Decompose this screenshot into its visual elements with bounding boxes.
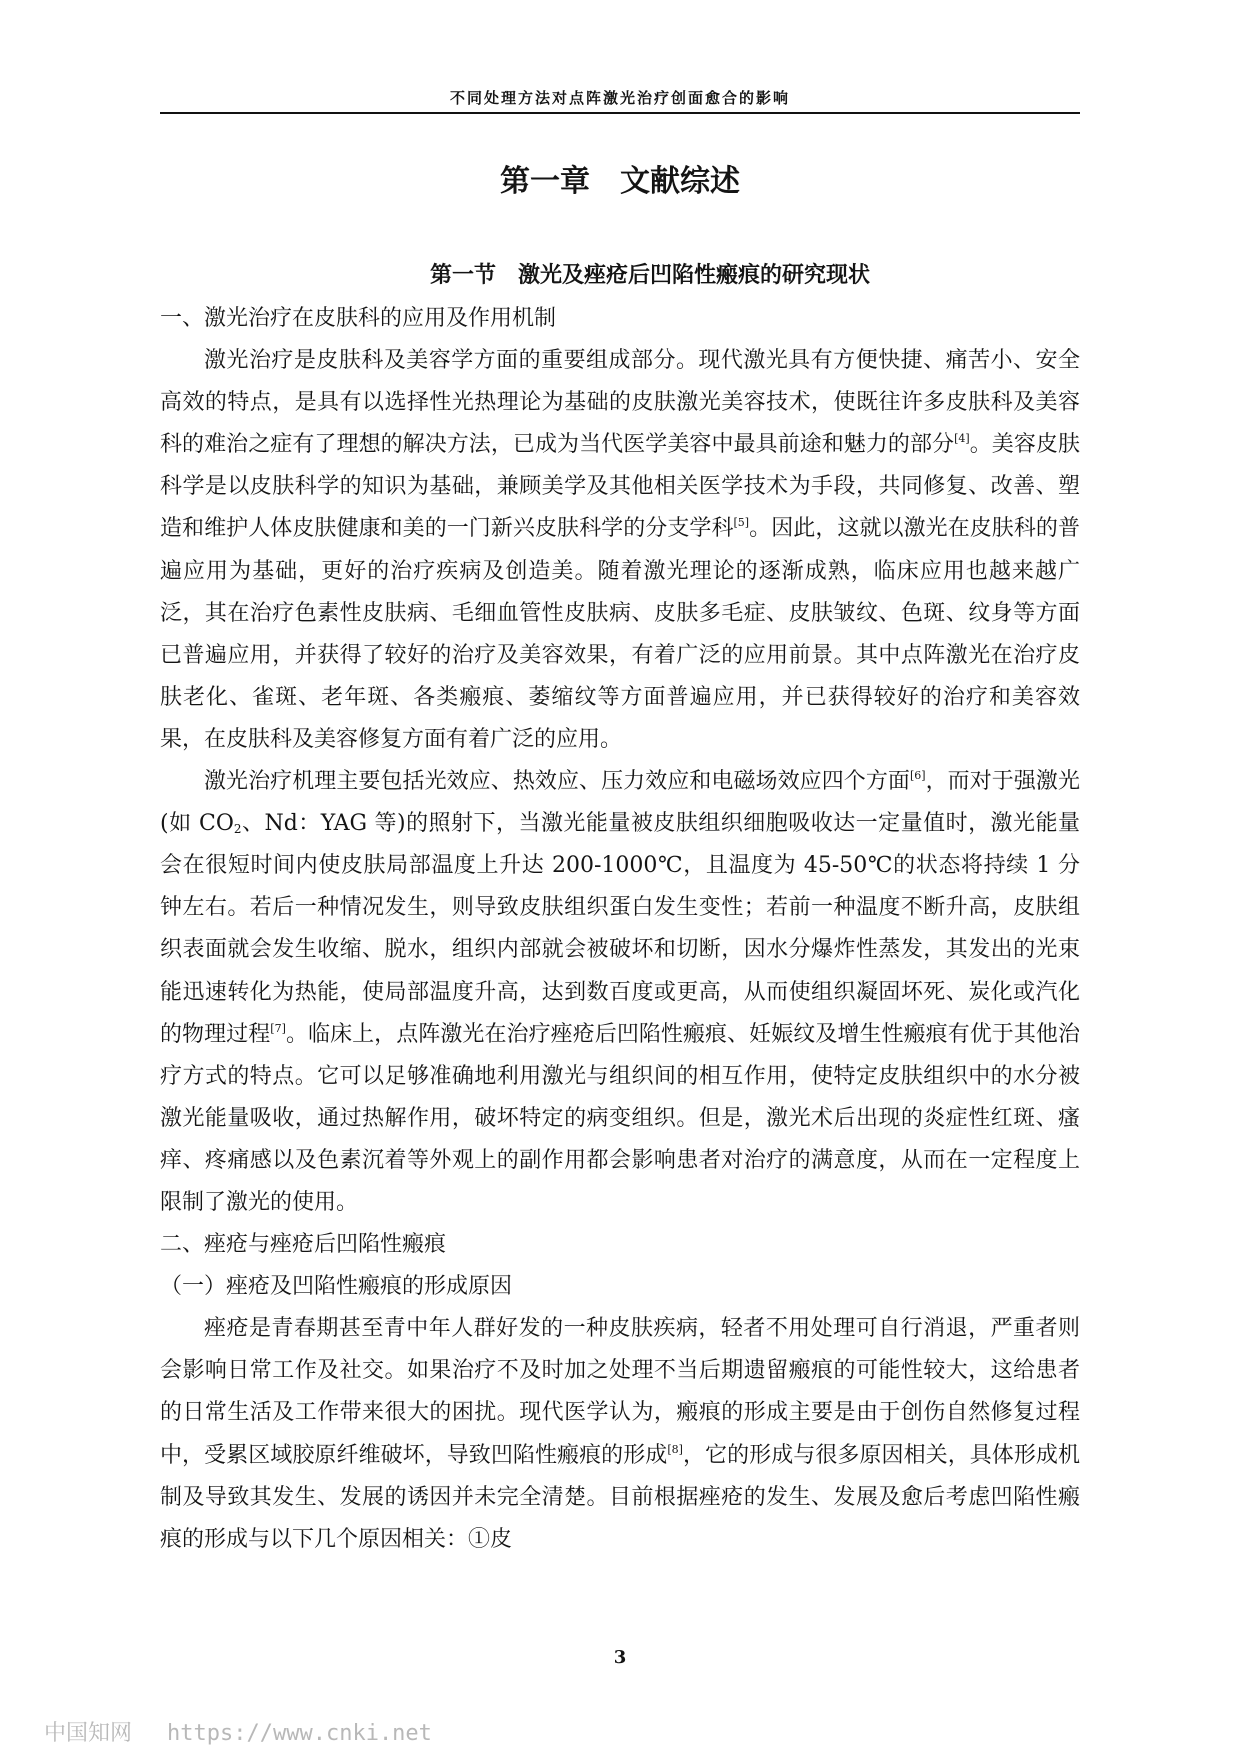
citation-ref: [5] [733, 516, 750, 530]
citation-ref: [7] [270, 1021, 286, 1035]
text-run: ，它的形成与很多原因相关，具体形成机制及导致其发生、发展的诱因并未完全清楚。目前根据痤疮的发生、发展及愈后考虑凹陷性瘢痕的形成与以下几个原因相关：①皮 [160, 1442, 1080, 1552]
paragraph-laser-mechanism [160, 761, 1080, 1224]
text-run: 。临床上，点阵激光在治疗痤疮后凹陷性瘢痕、妊娠纹及增生性瘢痕有优于其他治疗方式的特点。它可以足够准确地利用激光与组织间的相互作用，使特定皮肤组织中的水分被激光能量吸收，通过热解作用，破坏特定的病变组织。但是，激光术后出现的炎症性红斑、瘙痒、疼痛感以及色素沉着等外观上的副作用都会影响患者对治疗的满意度，从而在一定程度上限制了激光的使用。 [160, 1021, 1080, 1215]
header-rule [160, 112, 1080, 114]
chapter-title: 第一章 文献综述 [500, 164, 740, 199]
text-run: 。因此，这就以激光在皮肤科的普遍应用为基础，更好的治疗疾病及创造美。随着激光理论的逐渐成熟，临床应用也越来越广泛，其在治疗色素性皮肤病、毛细血管性皮肤病、皮肤多毛症、皮肤皱纹、色斑、纹身等方面已普遍应用，并获得了较好的治疗及美容效果，有着广泛的应用前景。其中点阵激光在治疗皮肤老化、雀斑、老年斑、各类瘢痕、萎缩纹等方面普遍应用，并已获得较好的治疗和美容效果，在皮肤科及美容修复方面有着广泛的应用。 [160, 516, 1080, 752]
body-text [160, 298, 1080, 1561]
paragraph-scar-formation [160, 1308, 1080, 1561]
subscript: 2 [233, 822, 242, 837]
text-run: ，而对于强激光(如 CO [160, 769, 1080, 837]
text-run: 激光治疗机理主要包括光效应、热效应、压力效应和电磁场效应四个方面 [204, 769, 910, 795]
text-run: 痤疮是青春期甚至青中年人群好发的一种皮肤疾病，轻者不用处理可自行消退，严重者则会影响日常工作及社交。如果治疗不及时加之处理不当后期遗留瘢痕的可能性较大，这给患者的日常生活及工作带来很大的困扰。现代医学认为，瘢痕的形成主要是由于创伤自然修复过程中，受累区域胶原纤维破坏，导致凹陷性瘢痕的形成 [160, 1316, 1080, 1468]
watermark-logo-text: 中国知网 [44, 1721, 133, 1746]
citation-ref: [8] [667, 1442, 683, 1456]
watermark-url: https://www.cnki.net [167, 1721, 432, 1746]
subheading-scar-causes: （一）痤疮及凹陷性瘢痕的形成原因 [160, 1274, 513, 1300]
text-run: 、Nd：YAG 等)的照射下，当激光能量被皮肤组织细胞吸收达一定量值时，激光能量会在很短时间内使皮肤局部温度上升达 200-1000℃，且温度为 45-50℃的状态将持续 1 分钟左右。若后一种情况发生，则导致皮肤组织蛋白发生变性；若前一种温度不断升高，皮肤组织表面就会发生收缩、脱水，组织内部就会被破坏和切断，因水分爆炸性蒸发，其发出的光束能迅速转化为热能，使局部温度升高，达到数百度或更高，从而使组织凝固坏死、炭化或汽化的物理过程 [160, 811, 1080, 1047]
citation-ref: [4] [954, 432, 970, 446]
heading-laser-application: 一、激光治疗在皮肤科的应用及作用机制 [160, 306, 557, 331]
cnki-watermark [44, 1716, 432, 1747]
text-run: 激光治疗是皮肤科及美容学方面的重要组成部分。现代激光具有方便快捷、痛苦小、安全高效的特点，是具有以选择性光热理论为基础的皮肤激光美容技术，使既往许多皮肤科及美容科的难治之症有了理想的解决方法，已成为当代医学美容中最具前途和魅力的部分 [160, 348, 1080, 458]
heading-acne-scars: 二、痤疮与痤疮后凹陷性瘢痕 [160, 1232, 447, 1258]
citation-ref: [6] [909, 769, 926, 783]
text-run: 。美容皮肤科学是以皮肤科学的知识为基础，兼顾美学及其他相关医学技术为手段，共同修复、改善、塑造和维护人体皮肤健康和美的一门新兴皮肤科学的分支学科 [160, 432, 1080, 542]
paragraph-laser-overview [160, 340, 1080, 761]
page-number: 3 [613, 1647, 627, 1668]
section-title: 第一节 激光及痤疮后凹陷性瘢痕的研究现状 [429, 263, 870, 288]
running-header: 不同处理方法对点阵激光治疗创面愈合的影响 [449, 89, 790, 107]
